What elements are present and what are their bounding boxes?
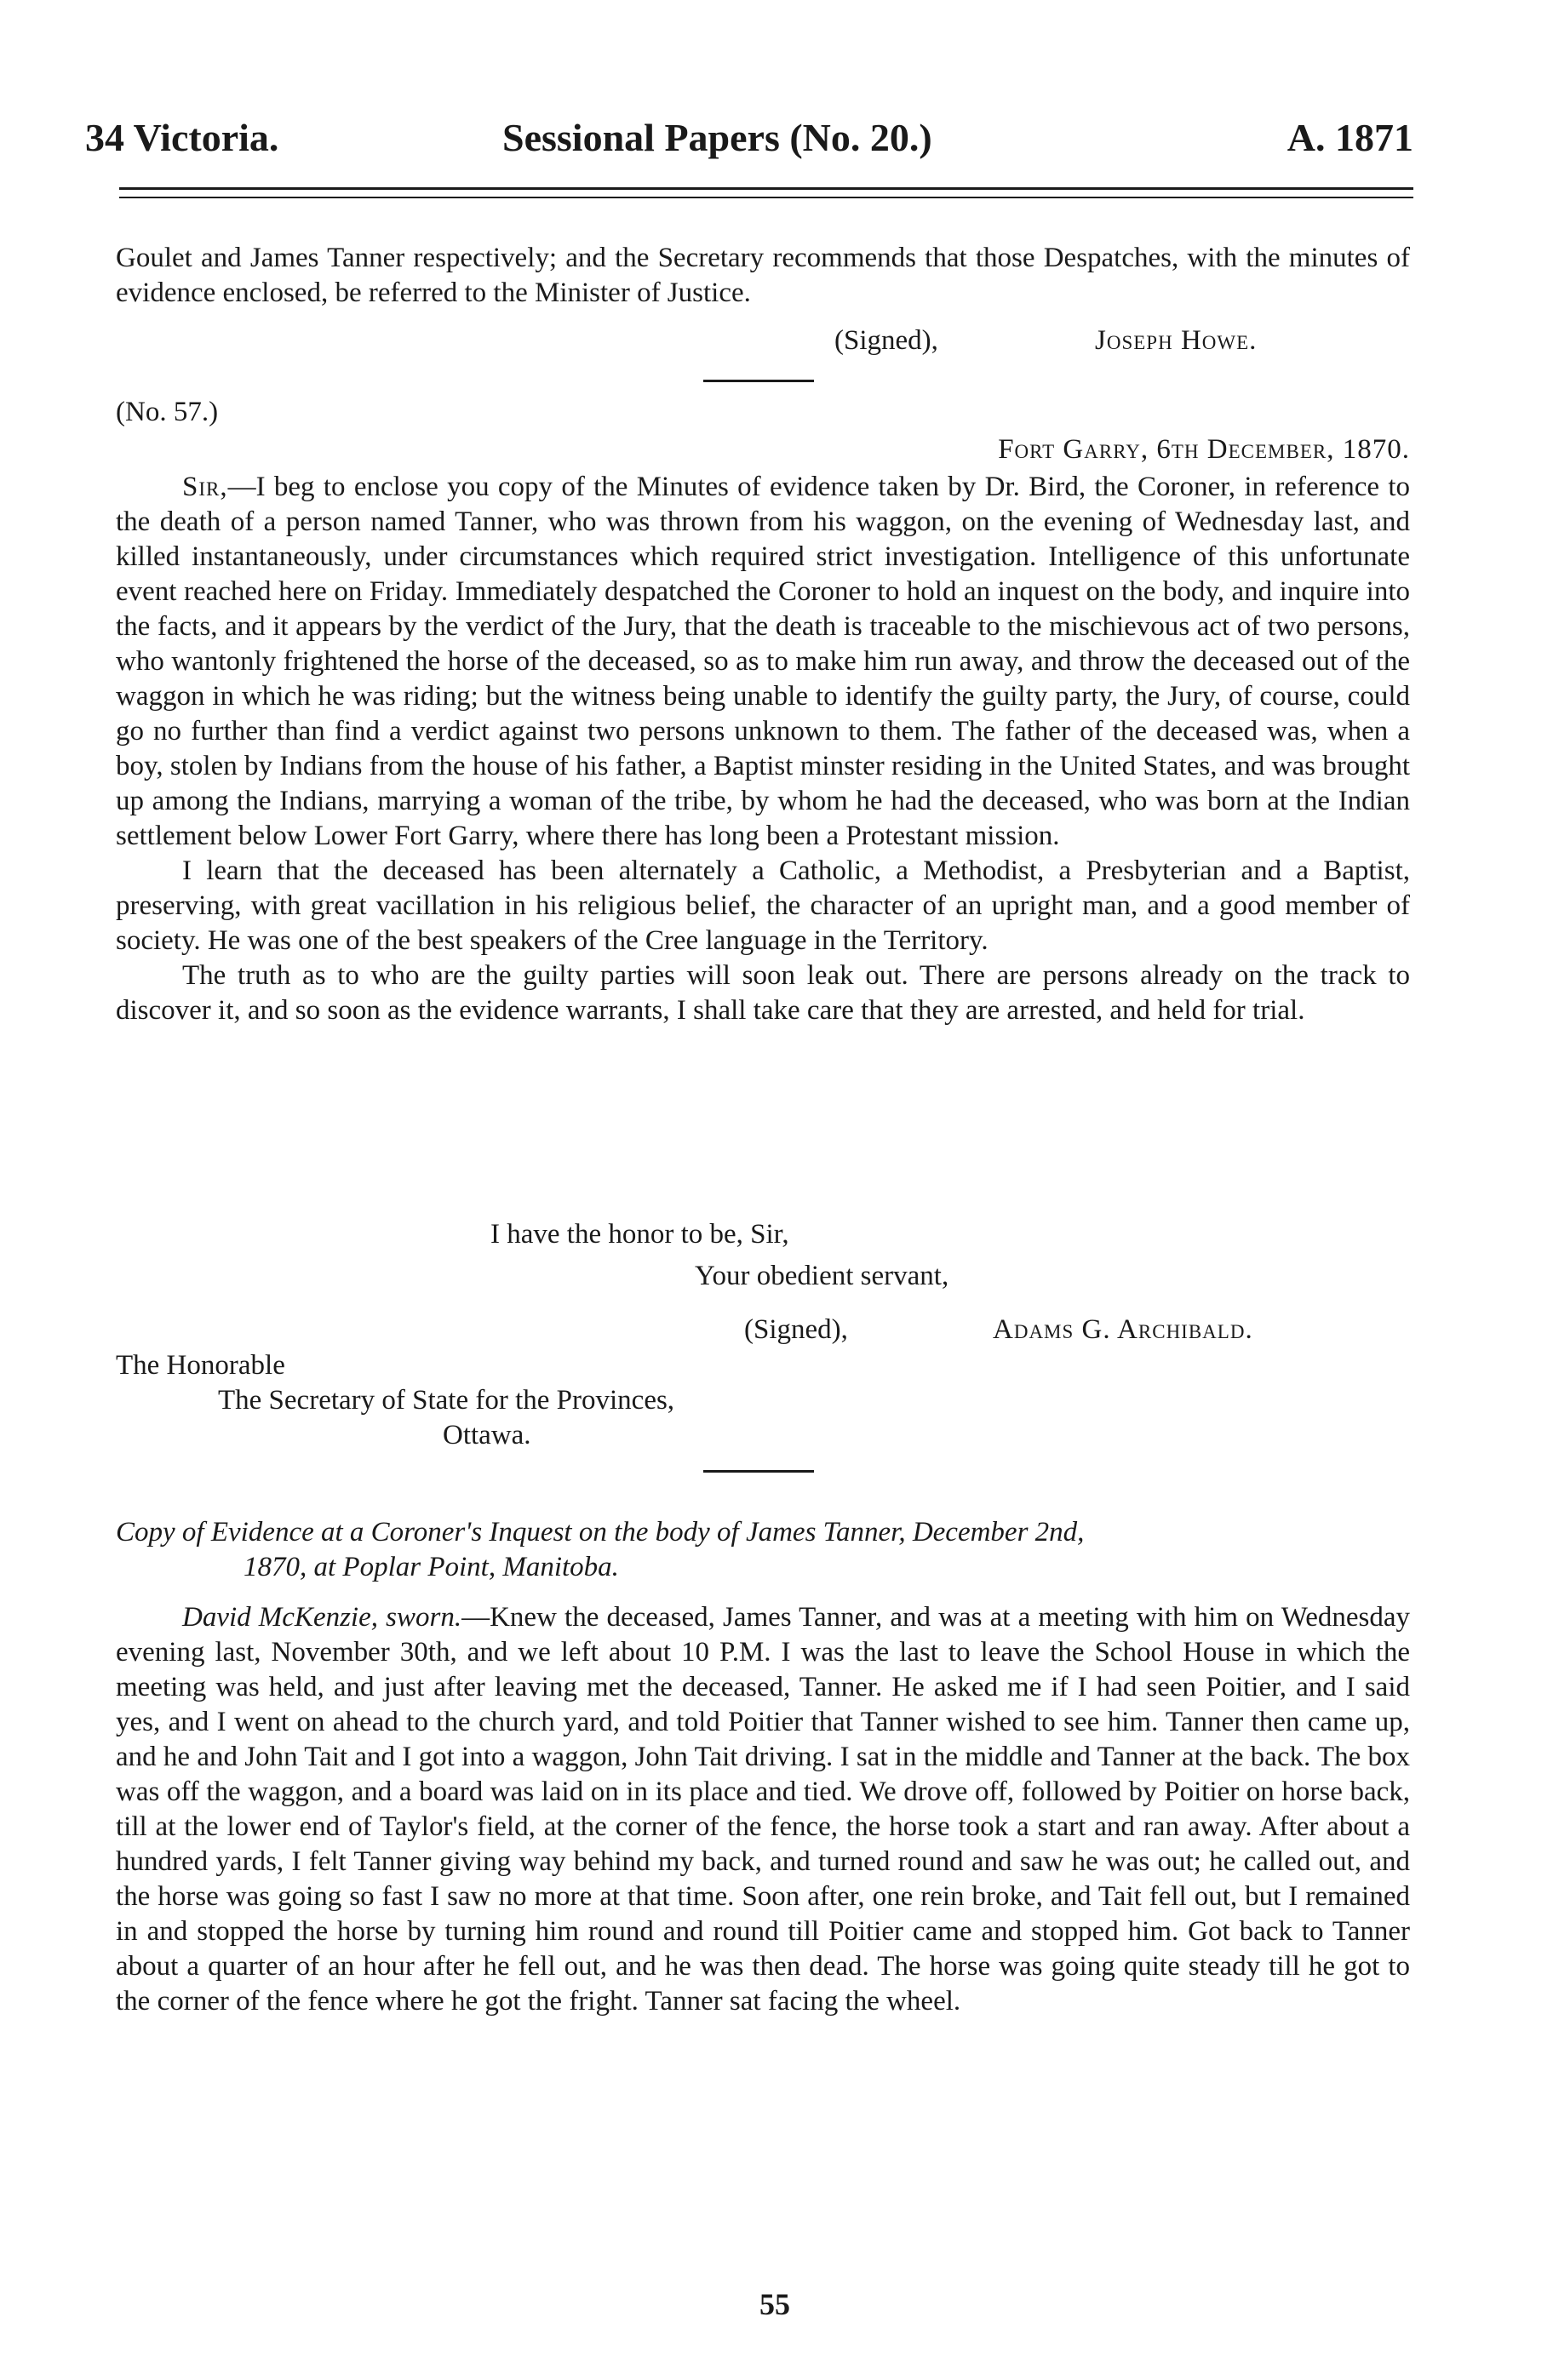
- section-divider: [703, 380, 814, 382]
- intro-signed-label: (Signed),: [834, 325, 938, 356]
- letter-body: [116, 470, 1410, 1028]
- addressee-block: [116, 1348, 1410, 1453]
- letter-paragraph-3: The truth as to who are the guilty parties will soon leak out. There are persons already on the track to discover it, and so soon as the evidence warrants, I shall take care that they are arrested, and held for trial.: [116, 960, 1410, 1026]
- evidence-body: [116, 1600, 1410, 2019]
- evidence-text: —Knew the deceased, James Tanner, and was at a meeting with him on Wednesday evening last, November 30th, and we left about 10 P.M. I was the last to leave the School House in which the meeting was held, and just after leaving met the deceased, Tanner. He asked me if I had seen Poitier, and I said yes, and I went on ahead to the church yard, and told Poitier that Tanner wished to see him. Tanner then came up, and he and John Tait and I got into a waggon, John Tait driving. I sat in the middle and Tanner at the back. The box was off the waggon, and a board was laid on in its place and tied. We drove off, followed by Poitier on horse back, till at the lower end of Taylor's field, at the corner of the fence, the horse took a start and ran away. After about a hundred yards, I felt Tanner giving way behind my back, and turned round and saw he was out; he called out, and the horse was going so fast I saw no more at that time. Soon after, one rein broke, and Tait fell out, but I remained in and stopped the horse by turning him round and round till Poitier came and stopped him. Got back to Tanner about a quarter of an hour after he fell out, and he was then dead. The horse was going quite steady till he got to the corner of the fence where he got the fright. Tanner sat facing the wheel.: [116, 1602, 1410, 2017]
- addressee-line-1: The Honorable: [116, 1350, 285, 1381]
- intro-block: [116, 241, 1410, 311]
- evidence-paragraph: [116, 1600, 1410, 2019]
- letter-paragraph-1-text: —I beg to enclose you copy of the Minutes of evidence taken by Dr. Bird, the Coroner, in reference to the death of a person named Tanner, who was thrown from his waggon, on the evening of Wednesday last, and killed instantaneously, under circumstances which required strict investigation. Intelligence of this unfortunate event reached here on Friday. Immediately despatched the Coroner to hold an inquest on the body, and inquire into the facts, and it appears by the verdict of the Jury, that the death is traceable to the mischievous act of two persons, who wantonly frightened the horse of the deceased, so as to make him run away, and throw the deceased out of the waggon in which he was riding; but the witness being unable to identify the guilty party, the Jury, of course, could go no further than find a verdict against two persons unknown to them. The father of the deceased was, when a boy, stolen by Indians from the house of his father, a Baptist minster residing in the United States, and was brought up among the Indians, marrying a woman of the tribe, by whom he had the deceased, who was born at the Indian settlement below Lower Fort Garry, where there has long been a Protestant mission.: [116, 472, 1410, 851]
- header-left: 34 Victoria.: [85, 116, 279, 159]
- letter-closing: [116, 1217, 1410, 1294]
- intro-paragraph: Goulet and James Tanner respectively; and the Secretary recommends that those Despatches, with the minutes of evidence enclosed, be referred to the Minister of Justice.: [116, 243, 1410, 308]
- section-divider-2: [703, 1470, 814, 1473]
- header-center: Sessional Papers (No. 20.): [502, 116, 932, 159]
- addressee-line-3: Ottawa.: [443, 1420, 531, 1450]
- letter-number: [116, 395, 1410, 430]
- evidence-heading-line-2: 1870, at Poplar Point, Manitoba.: [244, 1552, 619, 1582]
- letter-place-date: [116, 432, 1410, 467]
- letter-paragraph-2: I learn that the deceased has been alternately a Catholic, a Methodist, a Presbyterian and a Baptist, preserving, with great vacillation in his religious belief, the character of an upright man, and a good member of society. He was one of the best speakers of the Cree language in the Territory.: [116, 855, 1410, 956]
- place-date-text: Fort Garry, 6th December, 1870.: [998, 434, 1410, 465]
- running-head: [85, 112, 1413, 163]
- witness-name: David McKenzie, sworn.: [182, 1602, 462, 1633]
- page-number: 55: [759, 2287, 790, 2321]
- addressee-line-2: The Secretary of State for the Provinces,: [218, 1385, 675, 1416]
- evidence-heading-line-1: Copy of Evidence at a Coroner's Inquest on the body of James Tanner, December 2nd,: [116, 1517, 1085, 1548]
- intro-signed-name: Joseph Howe.: [1095, 325, 1258, 356]
- salutation: Sir,: [182, 472, 228, 502]
- header-right: A. 1871: [1287, 116, 1413, 159]
- letter-signed-name: Adams G. Archibald.: [993, 1314, 1253, 1345]
- header-rule-thin: [119, 197, 1413, 198]
- header-rule: [119, 187, 1413, 190]
- closing-line-1: I have the honor to be, Sir,: [490, 1219, 789, 1250]
- letter-paragraph-1: [116, 470, 1410, 854]
- letter-signed-label: (Signed),: [744, 1314, 848, 1345]
- closing-line-2: Your obedient servant,: [695, 1261, 949, 1291]
- letter-number-text: (No. 57.): [116, 397, 219, 427]
- evidence-heading: [116, 1515, 1410, 1585]
